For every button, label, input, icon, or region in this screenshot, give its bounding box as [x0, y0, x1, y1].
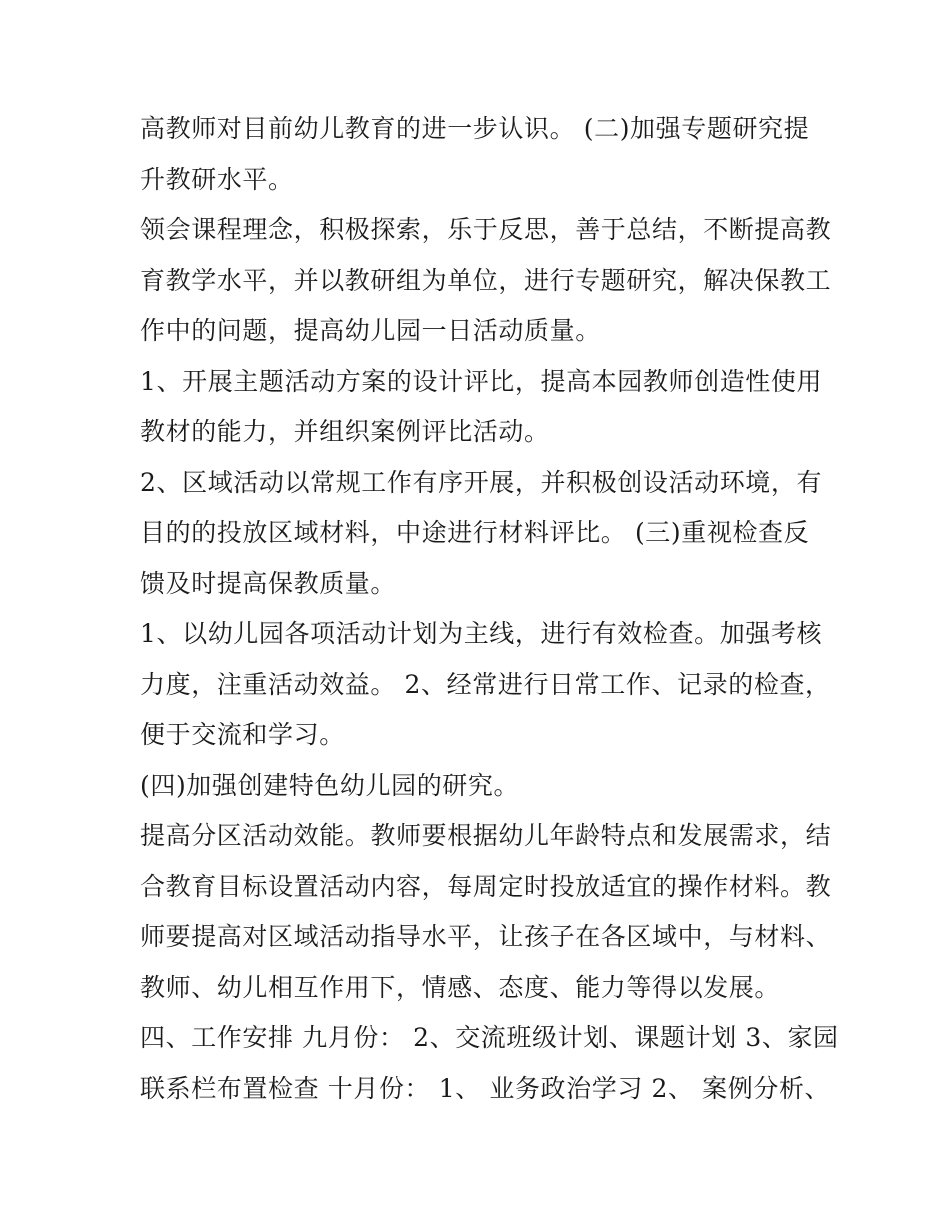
text-line: 教师、幼儿相互作用下，情感、态度、能力等得以发展。 — [140, 972, 781, 1002]
text-line: 2、区域活动以常规工作有序开展，并积极创设活动环境，有 — [140, 467, 823, 497]
text-line: (四)加强创建特色幼儿园的研究。 — [140, 770, 520, 800]
text-line: 馈及时提高保教质量。 — [140, 568, 397, 598]
text-line: 师要提高对区域活动指导水平，让孩子在各区域中，与材料、 — [140, 922, 832, 951]
text-line: 联系栏布置检查 十月份： 1、 业务政治学习 2、 案例分析、 — [140, 1073, 831, 1103]
text-line: 升教研水平。 — [140, 164, 294, 194]
text-line: 作中的问题，提高幼儿园一日活动质量。 — [140, 316, 601, 345]
document-body — [140, 104, 839, 1114]
text-line: 1、以幼儿园各项活动计划为主线，进行有效检查。加强考核 — [140, 619, 823, 648]
text-line: 高教师对目前幼儿教育的进一步认识。 (二)加强专题研究提 — [140, 114, 810, 143]
text-line: 育教学水平，并以教研组为单位，进行专题研究，解决保教工 — [140, 265, 832, 295]
text-line: 1、开展主题活动方案的设计评比，提高本园教师创造性使用 — [140, 366, 823, 396]
text-line: 力度，注重活动效益。 2、经常进行日常工作、记录的检查， — [140, 669, 831, 699]
text-line: 教材的能力，并组织案例评比活动。 — [140, 417, 550, 446]
text-line: 四、工作安排 九月份： 2、交流班级计划、课题计划 3、家园 — [140, 1023, 839, 1052]
text-line: 提高分区活动效能。教师要根据幼儿年龄特点和发展需求，结 — [140, 821, 832, 850]
text-line: 目的的投放区域材料，中途进行材料评比。 (三)重视检查反 — [140, 518, 810, 547]
text-line: 合教育目标设置活动内容，每周定时投放适宜的操作材料。教 — [140, 871, 832, 901]
text-line: 便于交流和学习。 — [140, 720, 345, 749]
text-line: 领会课程理念，积极探索，乐于反思，善于总结，不断提高教 — [140, 215, 832, 244]
